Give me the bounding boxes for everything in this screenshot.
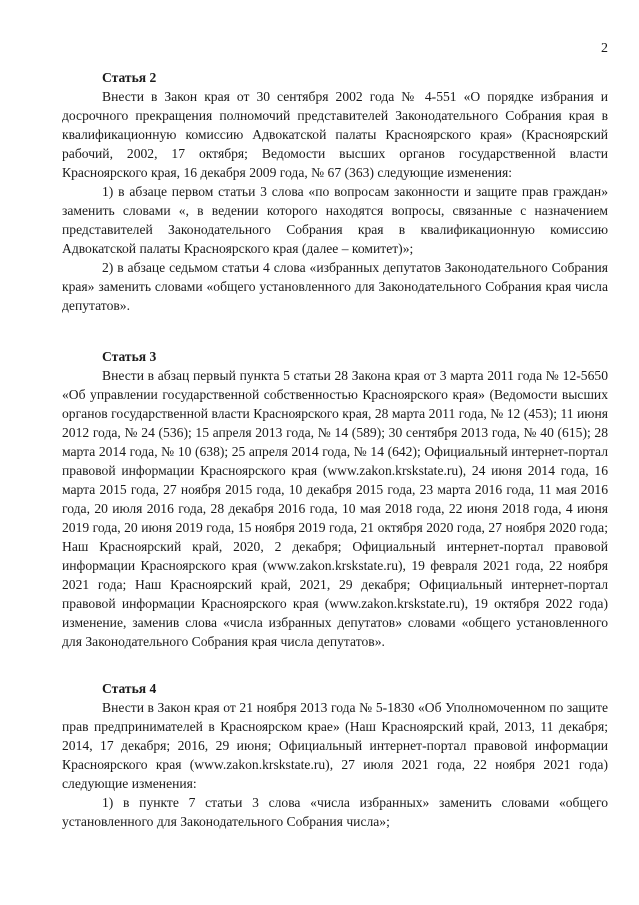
article-paragraph: Внести в Закон края от 21 ноября 2013 года № 5-1830 «Об Уполномоченном по защите прав предпринимателей в Красноярском крае» (Наш Красноярский край, 2013, 11 декабря; 2014, 17 декабря; 2016, 29 июня; Официальный интернет-портал правовой информации Красноярского края (www.zakon.krskstate.ru), 27 июля 2021 года, 22 ноября 2021 года) следующие изменения: (62, 700, 608, 791)
document-page (62, 0, 608, 905)
article-2 (62, 68, 608, 315)
article-paragraph: 1) в абзаце первом статьи 3 слова «по вопросам законности и защите прав граждан» заменить словами «, в ведении которого находятся вопросы, связанные с назначением представителей Законодательного Собрания края в квалификационную комиссию Адвокатской палаты Красноярского края (далее – комитет)»; (62, 184, 608, 256)
page-number: 2 (601, 41, 608, 56)
article-4 (62, 679, 608, 831)
article-paragraph: 1) в пункте 7 статьи 3 слова «числа избранных» заменить словами «общего установленного для Законодательного Собрания числа»; (62, 795, 608, 829)
article-3 (62, 347, 608, 651)
article-paragraph: 2) в абзаце седьмом статьи 4 слова «избранных депутатов Законодательного Собрания края» заменить словами «общего установленного для Законодательного Собрания края числа депутатов». (62, 260, 608, 313)
article-title: Статья 2 (102, 70, 157, 85)
article-title: Статья 3 (102, 349, 157, 364)
article-paragraph: Внести в абзац первый пункта 5 статьи 28 Закона края от 3 марта 2011 года № 12-5650 «Об управлении государственной собственностью Красноярского края» (Ведомости высших органов государственной власти Красноярского края, 28 марта 2011 года, № 12 (453); 11 июня 2012 года, № 24 (536); 15 апреля 2013 года, № 14 (589); 30 сентября 2013 года, № 40 (615); 28 марта 2014 года, № 10 (638); 25 апреля 2014 года, № 14 (642); Официальный интернет-портал правовой информации Красноярского края (www.zakon.krskstate.ru), 24 июня 2014 года, 16 марта 2015 года, 27 ноября 2015 года, 10 декабря 2015 года, 23 марта 2016 года, 11 мая 2016 года, 20 июля 2016 года, 28 декабря 2016 года, 10 мая 2018 года, 22 июня 2018 года, 4 июня 2019 года, 20 июня 2019 года, 15 ноября 2019 года, 21 октября 2020 года, 27 ноября 2020 года; Наш Красноярский край, 2020, 2 декабря; Официальный интернет-портал правовой информации Красноярского края (www.zakon.krskstate.ru), 19 февраля 2021 года, 22 ноября 2021 года; Наш Красноярский край, 2021, 29 декабря; Официальный интернет-портал правовой информации Красноярского края (www.zakon.krskstate.ru), 19 октября 2022 года) изменение, заменив слова «числа избранных депутатов» словами «общего установленного для Законодательного Собрания края числа депутатов». (62, 368, 608, 649)
article-title: Статья 4 (102, 681, 157, 696)
article-paragraph: Внести в Закон края от 30 сентября 2002 года № 4-551 «О порядке избрания и досрочного прекращения полномочий представителей Законодательного Собрания края в квалификационную комиссию Адвокатской палаты Красноярского края» (Красноярский рабочий, 2002, 17 октября; Ведомости высших органов государственной власти Красноярского края, 16 декабря 2009 года, № 67 (363) следующие изменения: (62, 89, 608, 180)
